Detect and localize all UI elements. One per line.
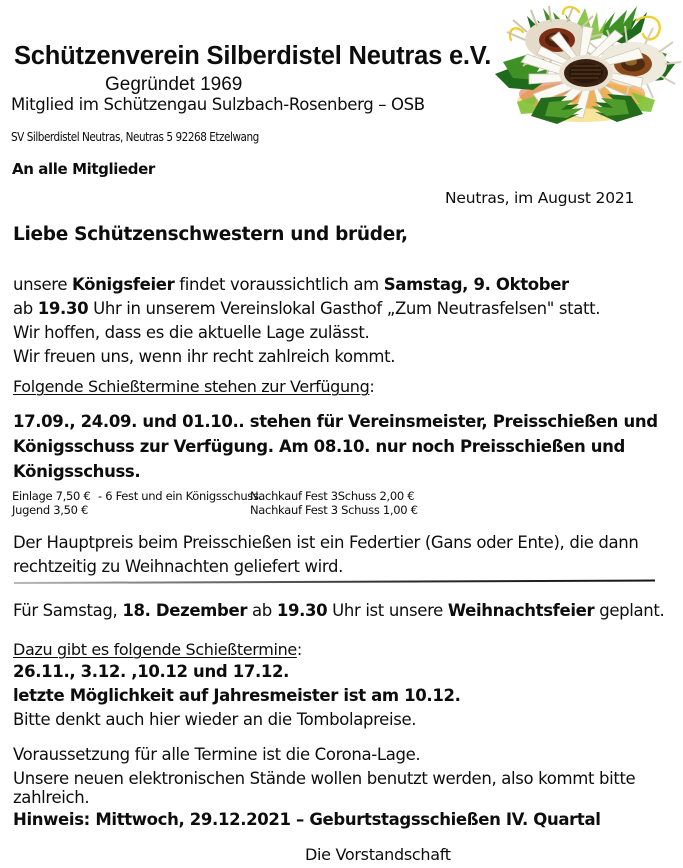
- christmas-dates-line-3: Bitte denkt auch hier wieder an die Tombolapreise.: [13, 710, 417, 729]
- main-prize-line-1: Der Hauptpreis beim Preisschießen ist ein Federtier (Gans oder Ente), die dann: [13, 533, 639, 552]
- place-and-date: Neutras, im August 2021: [445, 189, 635, 207]
- fee-entry-youth: Jugend 3,50 €: [12, 503, 88, 517]
- addressee-line: An alle Mitglieder: [12, 160, 155, 178]
- intro-line-2-part-c: Uhr in unserem Vereinslokal Gasthof „Zum Neutrasfelsen" statt.: [88, 299, 601, 318]
- intro-line-2: [13, 299, 600, 318]
- signature-line: Die Vorstandschaft: [305, 845, 451, 864]
- christmas-party-line: [13, 601, 664, 620]
- christmas-dates-line-1: 26.11., 3.12. ,10.12 und 17.12.: [13, 662, 290, 681]
- christmas-date: 18. Dezember: [122, 601, 248, 620]
- christmas-time: 19.30: [276, 601, 328, 620]
- christmas-part-c: ab: [247, 601, 277, 620]
- main-prize-line-2: rechtzeitig zu Weihnachten geliefert wird.: [13, 557, 344, 576]
- intro-line-2-part-a: ab: [13, 299, 38, 318]
- section-divider: [14, 580, 655, 584]
- closing-line-1: Voraussetzung für alle Termine ist die Corona-Lage.: [13, 745, 421, 764]
- intro-line-1: [13, 275, 569, 294]
- christmas-dates-heading-colon: :: [296, 640, 302, 659]
- christmas-part-e: Uhr ist unsere: [327, 601, 448, 620]
- fee-rebuy-line-2: Nachkauf Fest 3 Schuss 1,00 €: [250, 503, 418, 517]
- intro-date-samstag: Samstag, 9. Oktober: [383, 275, 569, 294]
- fee-entry-detail: - 6 Fest und ein Königsschuss.: [98, 489, 263, 503]
- intro-keyword-koenigsfeier: Königsfeier: [72, 275, 175, 294]
- christmas-keyword-weihnachtsfeier: Weihnachtsfeier: [447, 601, 595, 620]
- club-founded-year: Gegründet 1969: [105, 74, 243, 95]
- christmas-dates-heading-underlined: Dazu gibt es folgende Schießtermine: [13, 640, 297, 659]
- club-membership-line: Mitglied im Schützengau Sulzbach-Rosenberg – OSB: [11, 95, 425, 114]
- closing-note: Hinweis: Mittwoch, 29.12.2021 – Geburtstagsschießen IV. Quartal: [13, 810, 601, 829]
- intro-line-4: Wir freuen uns, wenn ihr recht zahlreich kommt.: [13, 347, 396, 366]
- christmas-part-a: Für Samstag,: [13, 601, 123, 620]
- intro-time: 19.30: [37, 299, 89, 318]
- shooting-dates-line-3: Königsschuss.: [13, 462, 141, 481]
- intro-line-1-part-c: findet voraussichtlich am: [174, 275, 384, 294]
- intro-line-3: Wir hoffen, dass es die aktuelle Lage zulässt.: [13, 323, 370, 342]
- return-address: SV Silberdistel Neutras, Neutras 5 92268 Etzelwang: [11, 129, 259, 144]
- christmas-dates-heading: [13, 640, 302, 659]
- shooting-dates-heading-underlined: Folgende Schießtermine stehen zur Verfügung: [13, 377, 370, 396]
- shooting-dates-line-2: Königsschuss zur Verfügung. Am 08.10. nur noch Preisschießen und: [13, 437, 626, 456]
- shooting-dates-heading: [13, 377, 374, 396]
- christmas-part-g: geplant.: [594, 601, 665, 620]
- salutation: Liebe Schützenschwestern und brüder,: [13, 224, 408, 245]
- intro-line-1-part-a: unsere: [13, 275, 73, 294]
- fee-rebuy-line-1: Nachkauf Fest 3Schuss 2,00 €: [250, 489, 415, 503]
- shooting-dates-heading-colon: :: [369, 377, 375, 396]
- christmas-dates-line-2: letzte Möglichkeit auf Jahresmeister ist am 10.12.: [13, 686, 461, 705]
- shooting-dates-line-1: 17.09., 24.09. und 01.10.. stehen für Vereinsmeister, Preisschießen und: [13, 412, 658, 431]
- fee-entry-adult: Einlage 7,50 €: [12, 489, 91, 503]
- closing-line-3: zahlreich.: [13, 788, 90, 807]
- closing-line-2: Unsere neuen elektronischen Stände wollen benutzt werden, also kommt bitte: [13, 769, 636, 788]
- silver-thistle-flower-icon: [487, 2, 683, 128]
- club-title: Schützenverein Silberdistel Neutras e.V.: [14, 42, 492, 70]
